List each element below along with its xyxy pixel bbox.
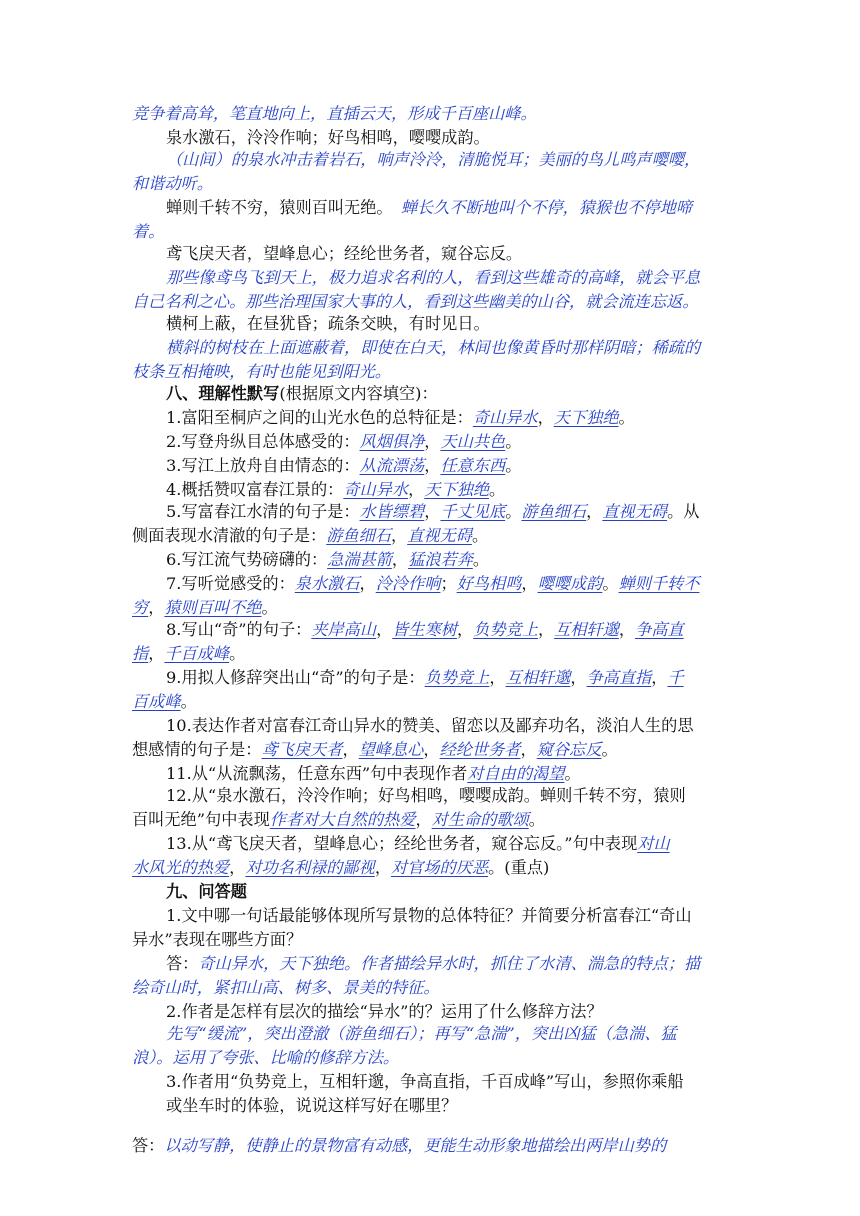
body-text: 2.写登舟纵目总体感受的： [166, 432, 360, 451]
fill-answer: 鸢飞戾天者 [261, 740, 343, 759]
fill-answer: 猿则百叫不绝 [164, 598, 262, 617]
text-line [166, 1000, 603, 1024]
body-text: 。 [489, 480, 506, 499]
fill-answer: 作者对大自然的热爱 [269, 810, 416, 829]
body-text: (根据原文内容填空)： [279, 384, 438, 403]
body-text: 3.作者用“负势竞上，互相轩邈，争高直指，千百成峰”写山，参照你乘船 [166, 1072, 684, 1091]
fill-answer: 好鸟相鸣 [456, 574, 522, 593]
body-text: ， [148, 644, 165, 663]
body-text: ， [408, 480, 425, 499]
text-line [132, 524, 488, 548]
text-line [132, 856, 549, 880]
fill-answer: 望峰息心 [358, 740, 424, 759]
section-heading: 九、问答题 [166, 882, 247, 901]
fill-answer: 对功名利禄的鄙视 [245, 858, 375, 877]
body-text: 。 [505, 456, 522, 475]
text-line [132, 220, 164, 244]
fill-answer: 百成峰 [132, 692, 181, 711]
body-text: ， [520, 740, 537, 759]
text-line [166, 266, 700, 290]
body-text: 。 [471, 526, 489, 545]
fill-answer: 负势竞上 [424, 668, 490, 687]
text-line [132, 102, 537, 126]
text-line [132, 642, 245, 666]
text-line [166, 406, 635, 430]
text-line [166, 880, 247, 904]
fill-answer: 嘤嘤成韵 [537, 574, 603, 593]
fill-answer: 互相轩邈 [554, 620, 619, 639]
fill-answer: 直视无碍 [602, 502, 668, 521]
body-text: 答： [132, 1136, 165, 1155]
body-text: 11.从“从流飘荡，任意东西”句中表现作者 [166, 764, 468, 783]
text-line [166, 336, 700, 360]
body-text: 4.概括赞叹富春江景的： [166, 480, 344, 499]
body-text: 。 [602, 574, 619, 593]
translation-text: 竞争着高耸，笔直地向上，直插云天，形成千百座山峰。 [132, 104, 537, 123]
fill-answer: 指 [132, 644, 149, 663]
body-text: ， [374, 858, 391, 877]
translation-text: （山间）的泉水冲击着岩石，响声泠泠，清脆悦耳；美丽的鸟儿鸣声嘤嘤， [166, 150, 701, 169]
body-text: 异水”表现在哪些方面？ [132, 930, 303, 949]
body-text: ， [489, 668, 506, 687]
fill-answer: 奇山异水 [343, 480, 409, 499]
body-text: 9.用拟人修辞突出山“奇”的句子是： [166, 668, 425, 687]
fill-answer: 千百成峰 [164, 644, 230, 663]
text-line [166, 478, 505, 502]
fill-answer: 天下独绝 [553, 408, 619, 427]
text-line [166, 618, 684, 642]
text-line [166, 784, 686, 808]
fill-answer: 天山共色 [440, 432, 506, 451]
body-text: ； [440, 574, 457, 593]
body-text: ， [415, 810, 432, 829]
body-text: 2.作者是怎样有层次的描绘“异水”的？运用了什么修辞方法？ [166, 1002, 603, 1021]
fill-answer: 经纶世务者 [439, 740, 521, 759]
text-line [132, 976, 440, 1000]
fill-answer: 穷 [132, 598, 149, 617]
text-line [166, 1070, 684, 1094]
fill-answer: 负势竞上 [473, 620, 538, 639]
text-line [132, 172, 213, 196]
translation-text: 自己名利之心。那些治理国家大事的人，看到这些幽美的山谷，就会流连忘返。 [132, 292, 699, 311]
body-text: 1.富阳至桐庐之间的山光水色的总特征是： [166, 408, 473, 427]
body-text: ， [586, 502, 603, 521]
body-text: ， [651, 668, 668, 687]
fill-answer: 互相轩邈 [505, 668, 571, 687]
translation-text: 着。 [132, 222, 165, 241]
body-text: 8.写山“奇”的句子： [166, 620, 312, 639]
body-text: 。 [505, 502, 522, 521]
body-text: 百叫无绝”句中表现 [132, 810, 270, 829]
fill-answer: 急湍甚箭 [327, 550, 392, 569]
fill-answer: 从流漂荡 [359, 456, 425, 475]
text-line [166, 242, 522, 266]
body-text: ， [391, 526, 408, 545]
body-text: 6.写江流气势磅礴的： [166, 550, 328, 569]
text-line [166, 454, 521, 478]
text-line [166, 500, 699, 524]
text-line [132, 596, 278, 620]
translation-text: 以动写静，使静止的景物富有动感，更能生动形象地描绘出两岸山势的 [164, 1136, 667, 1155]
body-text: ， [342, 740, 359, 759]
text-line [166, 832, 670, 856]
fill-answer: 千 [667, 668, 684, 687]
fill-answer: 争高直指 [586, 668, 652, 687]
translation-text: 那些像鸢鸟飞到天上，极力追求名利的人，看到这些雄奇的高峰，就会平息 [166, 268, 701, 287]
fill-answer: 水皆缥碧 [359, 502, 425, 521]
body-text: ， [424, 502, 441, 521]
text-line [132, 928, 302, 952]
fill-answer: 游鱼细石 [521, 502, 587, 521]
body-text: 。(重点) [488, 858, 550, 877]
body-text: 。 [229, 644, 246, 663]
body-text: 想感情的句子是： [132, 740, 262, 759]
fill-answer: 猛浪若奔 [408, 550, 473, 569]
body-text: ， [537, 408, 554, 427]
text-line [166, 548, 489, 572]
text-line [166, 382, 438, 406]
fill-answer: 对生命的歌颂 [431, 810, 529, 829]
body-text: ， [424, 432, 441, 451]
body-text: 蝉则千转不穷，猿则百叫无绝。 [166, 198, 401, 217]
body-text: ， [376, 620, 393, 639]
text-line [132, 738, 618, 762]
body-text: 12.从“泉水激石，泠泠作响；好鸟相鸣，嘤嘤成韵。蝉则千转不穷，猿则 [166, 786, 686, 805]
body-text: ， [537, 620, 555, 639]
body-text: ， [521, 574, 538, 593]
text-line [132, 1046, 399, 1070]
body-text: ， [570, 668, 587, 687]
body-text: ， [424, 456, 441, 475]
body-text: 1.文中哪一句话最能够体现所写景物的总体特征？并简要分析富春江“奇山 [166, 906, 692, 925]
body-text: ， [391, 550, 409, 569]
fill-answer: 对官场的厌恶 [391, 858, 489, 877]
translation-text: 绘奇山时，紧扣山高、树多、景美的特征。 [132, 978, 440, 997]
translation-text: 蝉长久不断地叫个不停，猿猴也不停地啼 [400, 198, 693, 217]
body-text: 。从 [667, 502, 700, 521]
translation-text: 横斜的树枝在上面遮蔽着，即使在白天，林间也像黄昏时那样阴暗；稀疏的 [166, 338, 701, 357]
text-line [166, 1022, 677, 1046]
body-text: 。 [505, 432, 522, 451]
text-line [166, 904, 692, 928]
text-line [166, 430, 521, 454]
body-text: 横柯上蔽，在昼犹昏；疏条交映，有时见日。 [166, 314, 490, 333]
text-line [132, 690, 197, 714]
fill-answer: 皆生寒树 [392, 620, 457, 639]
translation-text: 先写“缓流”，突出澄澈（游鱼细石）；再写“急湍”，突出凶猛（急湍、猛 [166, 1024, 677, 1043]
body-text: 10.表达作者对富春江奇山异水的赞美、留恋以及鄙弃功名，淡泊人生的思 [166, 716, 694, 735]
fill-answer: 对自由的渴望 [467, 764, 565, 783]
body-text: 或坐车时的体验，说说这样写好在哪里？ [166, 1096, 458, 1115]
fill-answer: 对山 [637, 834, 670, 853]
body-text: 。 [564, 764, 581, 783]
fill-answer: 任意东西 [440, 456, 506, 475]
fill-answer: 泉水激石 [294, 574, 360, 593]
fill-answer: 风烟俱净 [359, 432, 425, 451]
text-line [166, 762, 581, 786]
text-line [166, 312, 490, 336]
body-text: ， [457, 620, 474, 639]
section-heading: 八、理解性默写 [166, 384, 280, 403]
body-text: 7.写听觉感受的： [166, 574, 295, 593]
body-text: 。 [261, 598, 278, 617]
fill-answer: 奇山异水 [472, 408, 538, 427]
body-text: 。 [472, 550, 490, 569]
fill-answer: 争高直 [635, 620, 684, 639]
translation-text: 和谐动听。 [132, 174, 213, 193]
fill-answer: 天下独绝 [424, 480, 490, 499]
text-line [166, 572, 699, 596]
fill-answer: 蝉则千转不 [618, 574, 700, 593]
body-text: ， [229, 858, 246, 877]
body-text: 侧面表现水清澈的句子是： [132, 526, 327, 545]
body-text: 答： [166, 954, 199, 973]
fill-answer: 夹岸高山 [311, 620, 377, 639]
fill-answer: 窥谷忘反 [536, 740, 602, 759]
body-text: ， [423, 740, 440, 759]
text-line [166, 952, 700, 976]
fill-answer: 泠泠作响 [375, 574, 441, 593]
body-text: 。 [528, 810, 545, 829]
text-line [166, 126, 490, 150]
body-text: 5.写富春江水清的句子是： [166, 502, 360, 521]
fill-answer: 游鱼细石 [326, 526, 391, 545]
body-text: 鸢飞戾天者，望峰息心；经纶世务者，窥谷忘反。 [166, 244, 523, 263]
fill-answer: 水风光的热爱 [132, 858, 230, 877]
text-line [132, 808, 545, 832]
translation-text: 浪）。运用了夸张、比喻的修辞方法。 [132, 1048, 400, 1067]
translation-text: 枝条互相掩映，有时也能见到阳光。 [132, 362, 391, 381]
fill-answer: 直视无碍 [407, 526, 472, 545]
body-text: 。 [618, 408, 635, 427]
body-text: ， [359, 574, 376, 593]
text-line [166, 714, 694, 738]
text-line [132, 290, 699, 314]
body-text: 泉水激石，泠泠作响；好鸟相鸣，嘤嘤成韵。 [166, 128, 490, 147]
text-line [166, 196, 692, 220]
body-text: 。 [180, 692, 197, 711]
text-line [166, 148, 700, 172]
body-text: 3.写江上放舟自由情态的： [166, 456, 360, 475]
text-line [132, 1134, 666, 1158]
text-line [132, 360, 391, 384]
body-text: 。 [601, 740, 618, 759]
body-text: 13.从“鸢飞戾天者，望峰息心；经纶世务者，窥谷忘反。”句中表现 [166, 834, 638, 853]
translation-text: 奇山异水，天下独绝。作者描绘异水时，抓住了水清、湍急的特点；描 [198, 954, 701, 973]
text-line [166, 666, 684, 690]
body-text: ， [148, 598, 165, 617]
text-line [166, 1094, 457, 1118]
body-text: ， [618, 620, 636, 639]
fill-answer: 千丈见底 [440, 502, 506, 521]
